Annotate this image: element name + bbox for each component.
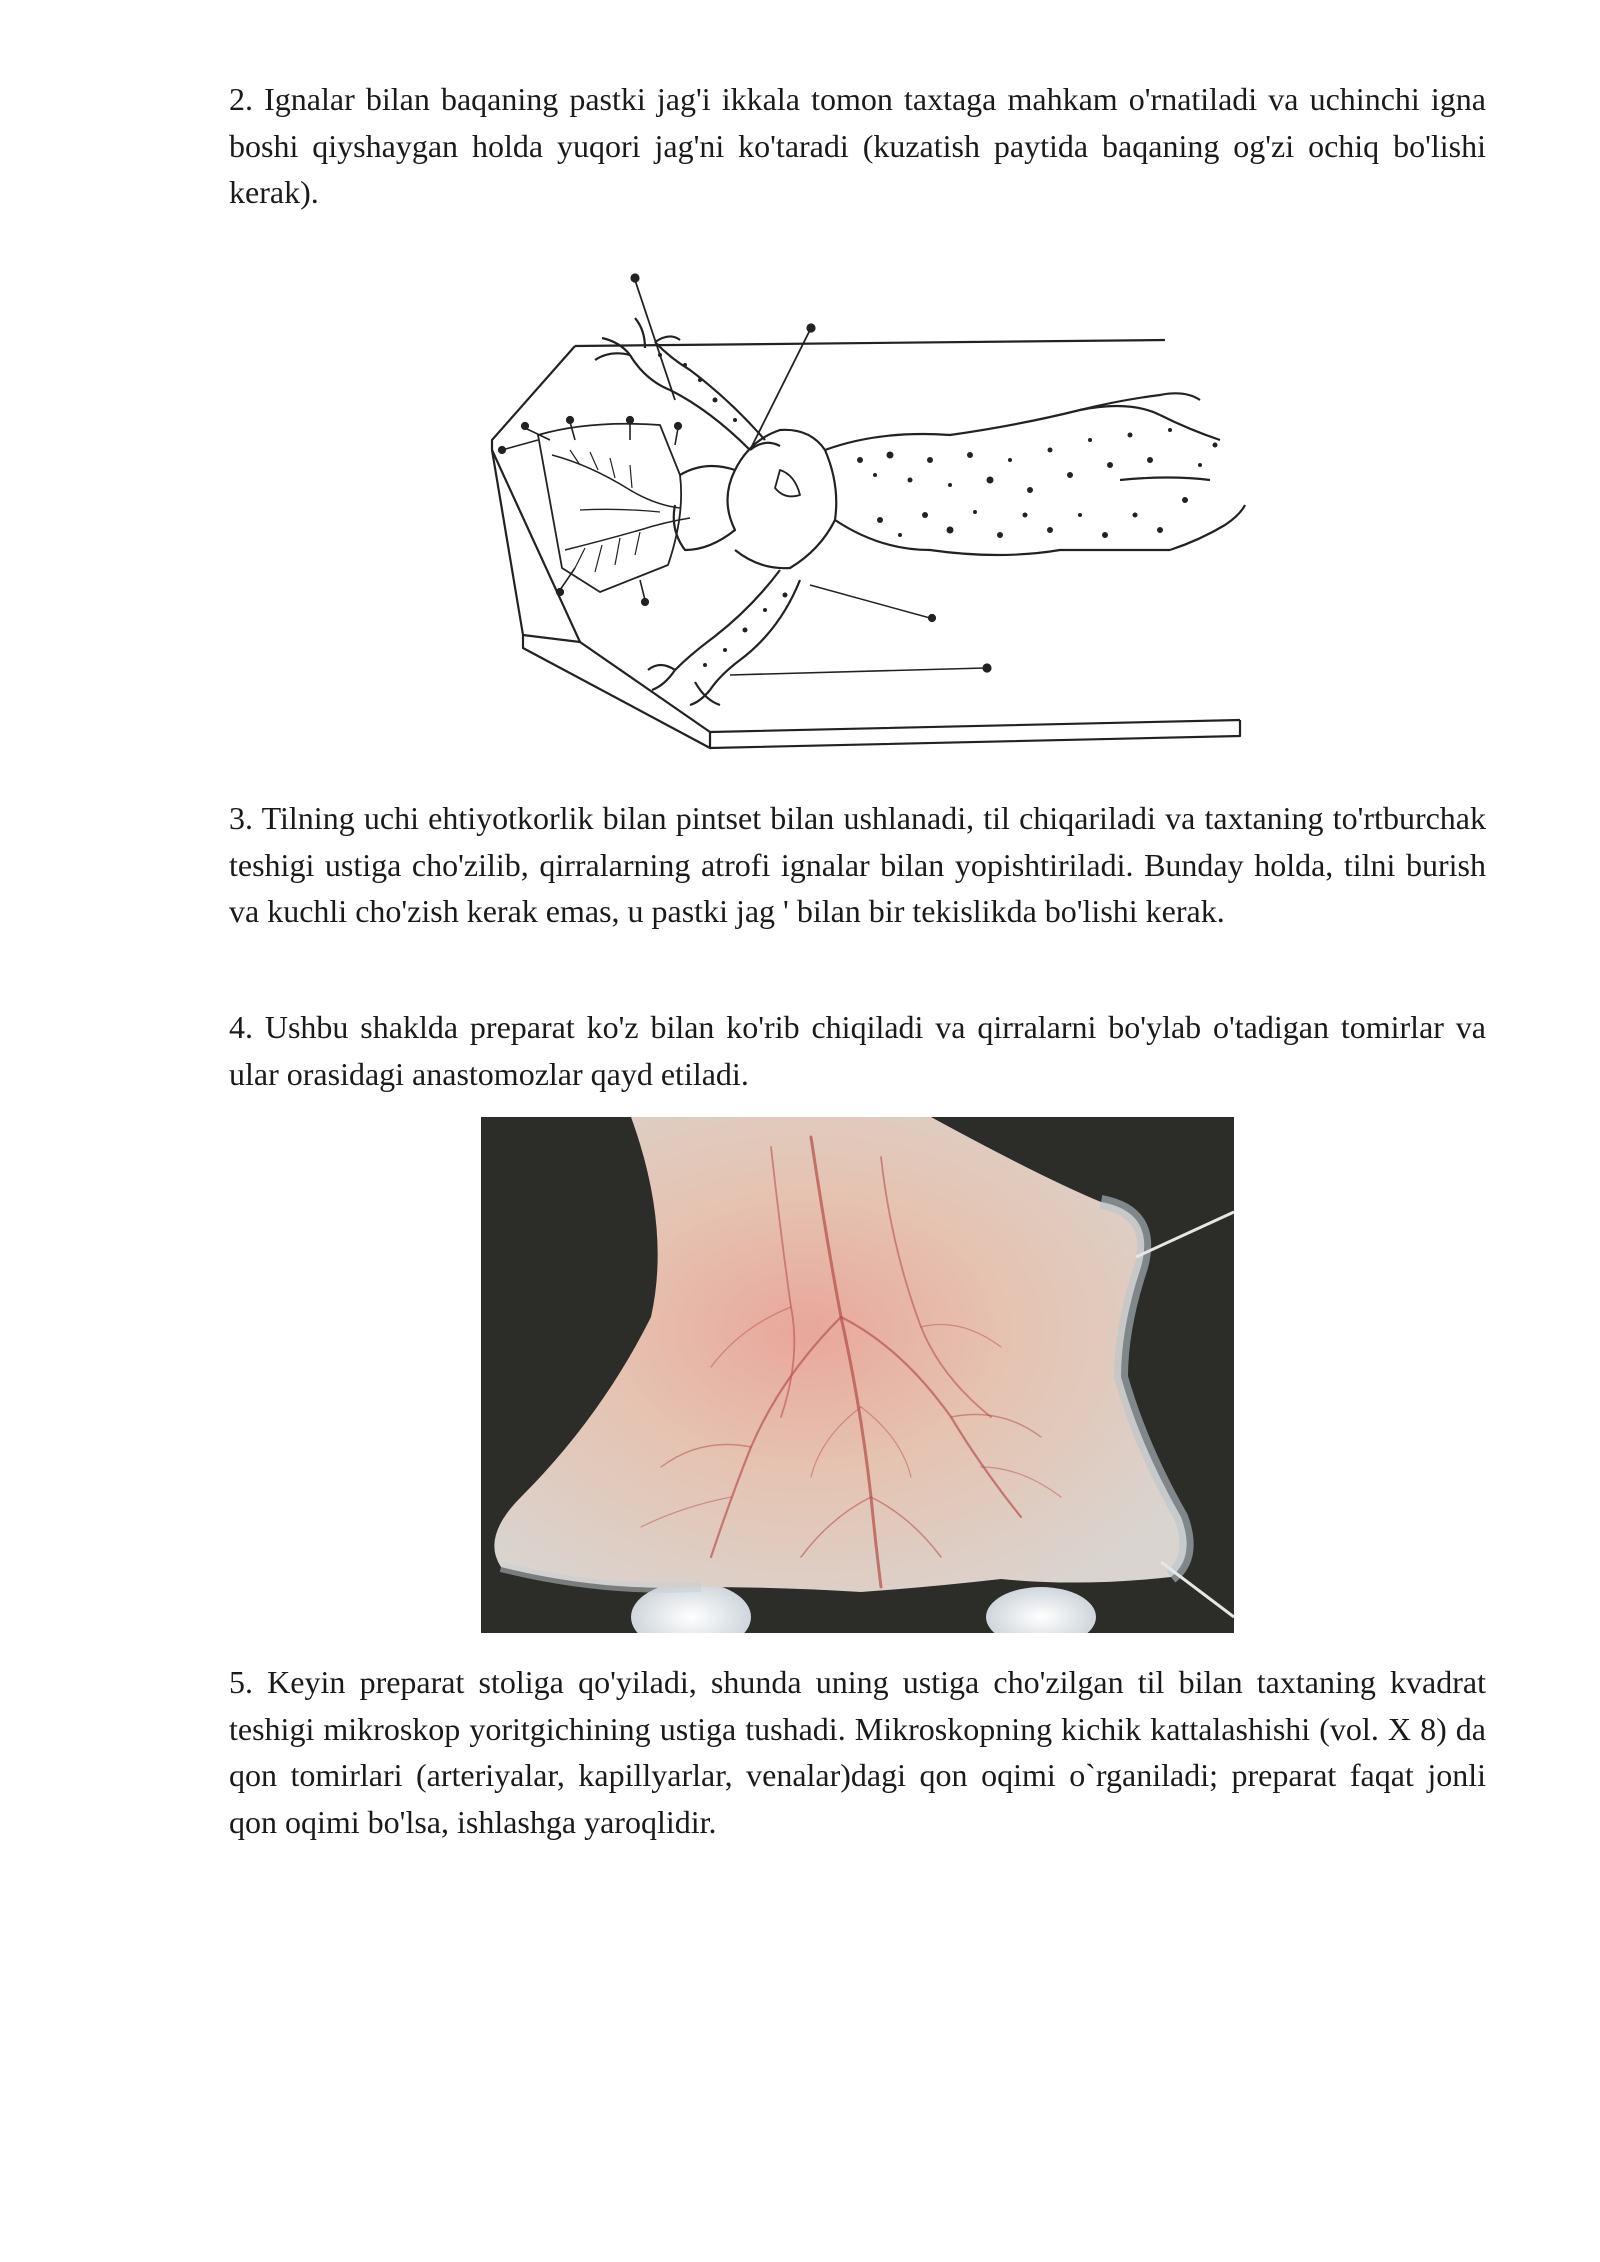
paragraph-step-2: 2. Ignalar bilan baqaning pastki jag'i ikkala tomon taxtaga mahkam o'rnatiladi va uchinchi igna boshi qiyshaygan holda yuqori jag'ni ko'taradi (kuzatish paytida baqaning og'zi ochiq bo'lishi kerak). — [229, 81, 1486, 210]
frog-on-board-drawing-icon — [480, 250, 1250, 760]
paragraph-step-3: 3. Tilning uchi ehtiyotkorlik bilan pintset bilan ushlanadi, til chiqariladi va taxtaning to'rtburchak teshigi ustiga cho'zilib, qirralarning atrofi ignalar bilan yopishtiriladi. Bunday holda, tilni burish va kuchli cho'zish kerak emas, u pastki jag ' bilan bir tekislikda bo'lishi kerak. — [229, 800, 1486, 929]
paragraph-step-5: 5. Keyin preparat stoliga qo'yiladi, shunda uning ustiga cho'zilgan til bilan taxtaning kvadrat teshigi mikroskop yoritgichining ustiga tushadi. Mikroskopning kichik kattalashishi (vol. X 8) da qon tomirlari (arteriyalar, kapillyarlar, venalar)dagi qon oqimi o`rganiladi; preparat faqat jonli qon oqimi bo'lsa, ishlashga yaroqlidir. — [229, 1664, 1486, 1840]
paragraph-step-4: 4. Ushbu shaklda preparat ko'z bilan ko'rib chiqiladi va qirralarni bo'ylab o'tadigan tomirlar va ular orasidagi anastomozlar qayd etiladi. — [229, 1009, 1486, 1092]
frog-tongue-vessels-photo-icon — [481, 1117, 1234, 1633]
